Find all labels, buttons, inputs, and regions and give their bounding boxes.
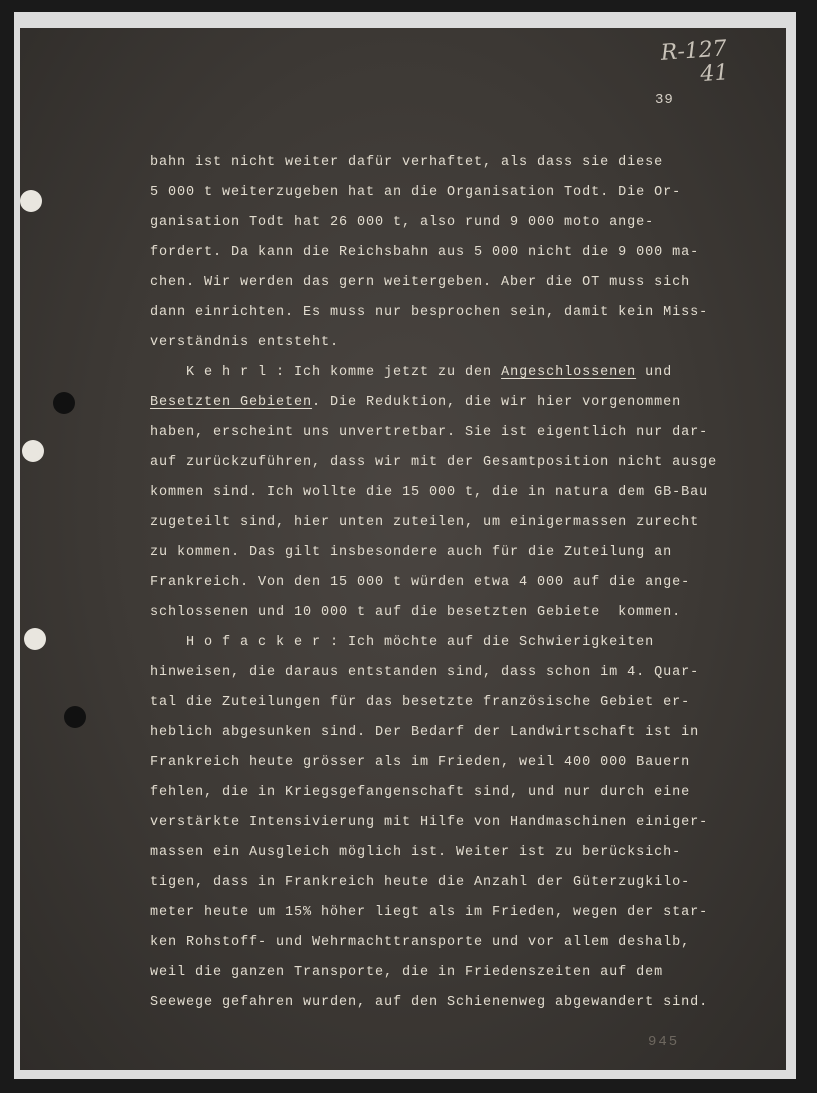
text-segment: schlossenen und 10 000 t auf die besetzten Gebiete kommen. [150,605,682,620]
text-segment: fehlen, die in Kriegsgefangenschaft sind, und nur durch eine [150,785,691,800]
text-line [150,148,760,178]
text-segment: . Die Reduktion, die wir hier vorgenommen [312,395,682,410]
punch-hole [64,706,86,728]
text-segment: hinweisen, die daraus entstanden sind, dass schon im 4. Quar- [150,665,700,680]
text-line [150,928,760,958]
punch-hole [20,190,42,212]
text-segment: tal die Zuteilungen für das besetzte französische Gebiet er- [150,695,691,710]
text-line [150,748,760,778]
text-segment: tigen, dass in Frankreich heute die Anzahl der Güterzugkilo- [150,875,691,890]
text-segment: bahn ist nicht weiter dafür verhaftet, als dass sie diese [150,155,664,170]
text-segment: zu kommen. Das gilt insbesondere auch für die Zuteilung an [150,545,673,560]
text-segment: zugeteilt sind, hier unten zuteilen, um einigermassen zurecht [150,515,700,530]
text-line [150,628,760,658]
reference-line-2: 41 [699,60,730,88]
text-segment: fordert. Da kann die Reichsbahn aus 5 000 nicht die 9 000 ma- [150,245,700,260]
text-segment: weil die ganzen Transporte, die in Friedenszeiten auf dem [150,965,664,980]
punch-hole [24,628,46,650]
text-segment: Seewege gefahren wurden, auf den Schienenweg abgewandert sind. [150,995,709,1010]
text-segment: heblich abgesunken sind. Der Bedarf der Landwirtschaft ist in [150,725,700,740]
text-line [150,808,760,838]
text-segment: dann einrichten. Es muss nur besprochen sein, damit kein Miss- [150,305,709,320]
text-line [150,718,760,748]
text-line [150,568,760,598]
text-segment: 5 000 t weiterzugeben hat an die Organisation Todt. Die Or- [150,185,682,200]
text-line [150,388,760,418]
text-line [150,418,760,448]
text-segment: verstärkte Intensivierung mit Hilfe von Handmaschinen einiger- [150,815,709,830]
text-line [150,598,760,628]
punch-hole [22,440,44,462]
text-line [150,778,760,808]
text-segment: Frankreich. Von den 15 000 t würden etwa 4 000 auf die ange- [150,575,691,590]
page-number: 39 [655,92,674,108]
text-segment: chen. Wir werden das gern weitergeben. Aber die OT muss sich [150,275,691,290]
text-segment: ganisation Todt hat 26 000 t, also rund 9 000 moto ange- [150,215,655,230]
text-segment: Frankreich heute grösser als im Frieden, weil 400 000 Bauern [150,755,691,770]
text-line [150,868,760,898]
text-line [150,448,760,478]
text-segment: H o f a c k e r : Ich möchte auf die Schwierigkeiten [150,635,655,650]
text-line [150,538,760,568]
text-segment: K e h r l : Ich komme jetzt zu den [150,365,502,380]
text-line [150,478,760,508]
text-line [150,208,760,238]
text-segment: haben, erscheint uns unvertretbar. Sie ist eigentlich nur dar- [150,425,709,440]
reference-line-1: R-127 [659,36,728,66]
text-line [150,238,760,268]
text-line [150,358,760,388]
text-line [150,658,760,688]
text-line [150,328,760,358]
underlined-phrase: Besetzten Gebieten [150,395,313,410]
text-line [150,178,760,208]
text-segment: massen ein Ausgleich möglich ist. Weiter ist zu berücksich- [150,845,682,860]
text-segment: ken Rohstoff- und Wehrmachttransporte und vor allem deshalb, [150,935,691,950]
typed-text-body [150,148,760,1018]
handwritten-reference [660,34,774,102]
text-line [150,268,760,298]
text-segment: kommen sind. Ich wollte die 15 000 t, die in natura dem GB-Bau [150,485,709,500]
text-segment: verständnis entsteht. [150,335,340,350]
text-line [150,988,760,1018]
underlined-phrase: Angeschlossenen [501,365,637,380]
punch-hole [53,392,75,414]
text-line [150,898,760,928]
text-segment: und [636,365,673,380]
text-line [150,298,760,328]
archive-stamp: 945 [648,1034,680,1050]
text-line [150,508,760,538]
text-line [150,958,760,988]
text-line [150,688,760,718]
text-segment: meter heute um 15% höher liegt als im Frieden, wegen der star- [150,905,709,920]
text-segment: auf zurückzuführen, dass wir mit der Gesamtposition nicht ausge [150,455,718,470]
text-line [150,838,760,868]
